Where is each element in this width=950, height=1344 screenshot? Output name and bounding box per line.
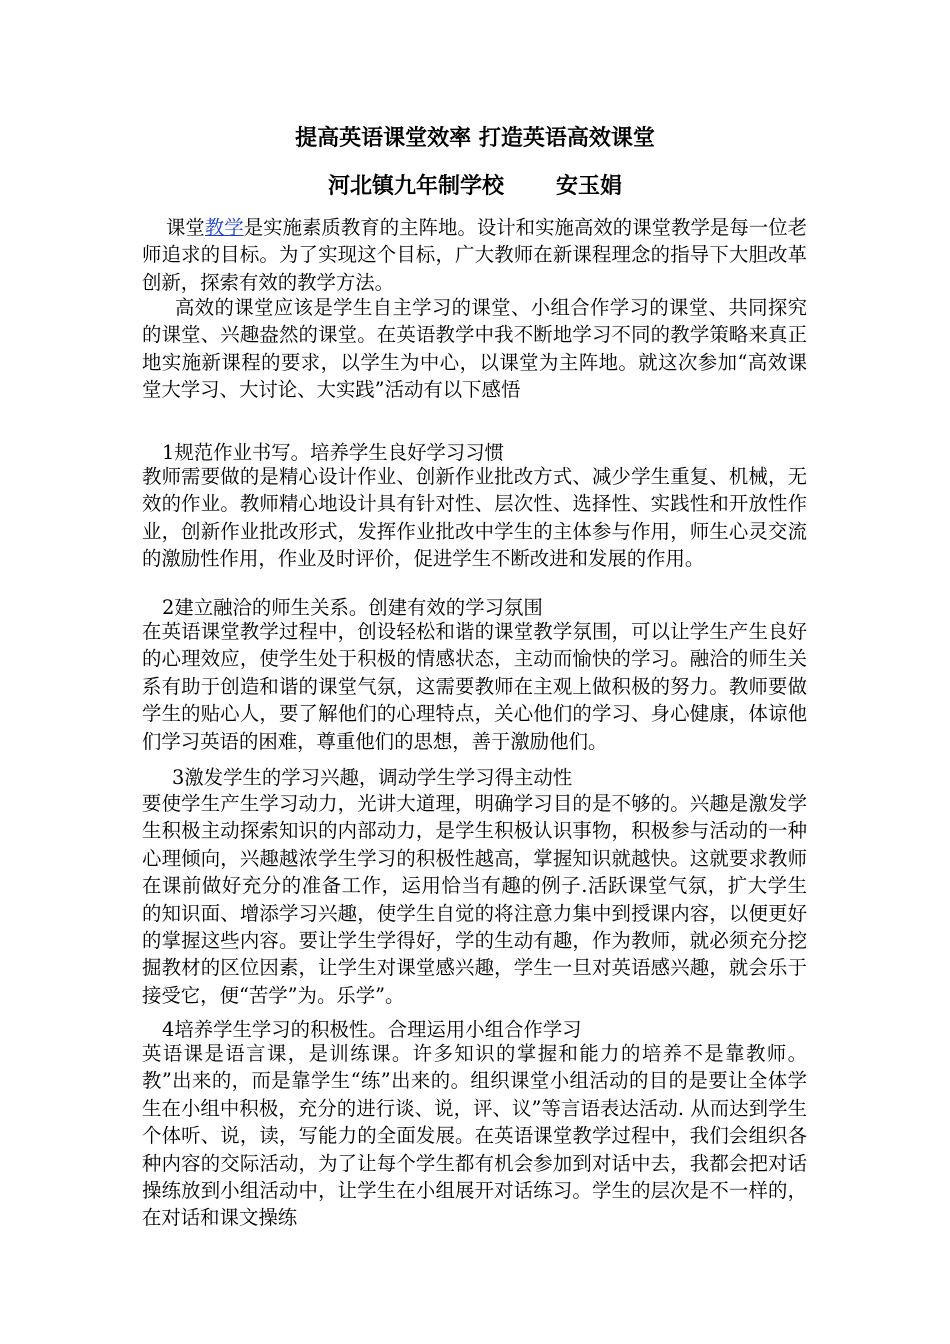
intro-paragraph: [142, 214, 807, 296]
intro-text-before-link: 课堂: [166, 216, 205, 239]
section-heading-1: 1规范作业书写。培养学生良好学习习惯: [162, 441, 504, 464]
author-name: 安玉娟: [556, 173, 623, 199]
section-body-3: 要使学生产生学习动力，光讲大道理，明确学习目的是不够的。兴趣是激发学生积极主动探索知识的内部动力，是学生积极认识事物，积极参与活动的一种心理倾向，兴趣越浓学生学习的积极性越高，掌握知识就越快。这就要求教师在课前做好充分的准备工作，运用恰当有趣的例子.活跃课堂气氛，扩大学生的知识面、增添学习兴趣，使学生自觉的将注意力集中到授课内容，以便更好的掌握这些内容。要让学生学得好，学的生动有趣，作为教师，就必须充分挖掘教材的区位因素，让学生对课堂感兴趣，学生一旦对英语感兴趣，就会乐于接受它，便“苦学”为。乐学”。: [142, 792, 807, 1007]
section-heading-3: 3激发学生的学习兴趣，调动学生学习得主动性: [172, 766, 573, 789]
section-heading-4: 4培养学生学习的积极性。合理运用小组合作学习: [162, 1018, 582, 1041]
section-body-2: 在英语课堂教学过程中，创设轻松和谐的课堂教学氛围，可以让学生产生良好的心理效应，使学生处于积极的情感状态，主动而愉快的学习。融洽的师生关系有助于创造和谐的课堂气氛，这需要教师在主观上做积极的努力。教师要做学生的贴心人，要了解他们的心理特点，关心他们的学习、身心健康，体谅他们学习英语的困难，尊重他们的思想，善于激励他们。: [142, 620, 807, 753]
intro-text-after-link: 是实施素质教育的主阵地。设计和实施高效的课堂教学是每一位老师追求的目标。为了实现这个目标，广大教师在新课程理念的指导下大胆改革创新，探索有效的教学方法。: [142, 216, 808, 294]
body-paragraph-2: 高效的课堂应该是学生自主学习的课堂、小组合作学习的课堂、共同探究的课堂、兴趣盎然的课堂。在英语教学中我不断地学习不同的教学策略来真正地实施新课程的要求，以学生为中心，以课堂为主阵地。就这次参加“高效课堂大学习、大讨论、大实践”活动有以下感悟: [142, 296, 807, 402]
school-name: 河北镇九年制学校: [327, 173, 504, 199]
byline: [0, 172, 950, 200]
page-title: 提高英语课堂效率 打造英语高效课堂: [295, 125, 655, 151]
teaching-link[interactable]: 教学: [204, 216, 244, 239]
section-heading-2: 2建立融洽的师生关系。创建有效的学习氛围: [162, 596, 543, 619]
section-body-4: 英语课是语言课，是训练课。许多知识的掌握和能力的培养不是靠教师。教”出来的，而是靠学生“练”出来的。组织课堂小组活动的目的是要让全体学生在小组中积极，充分的进行谈、说，评、议”等言语表达活动. 从而达到学生个体听、说，读，写能力的全面发展。在英语课堂教学过程中，我们会组织各种内容的交际活动，为了让每个学生都有机会参加到对话中去，我都会把对话操练放到小组活动中，让学生在小组展开对话练习。学生的层次是不一样的，在对话和课文操练: [142, 1042, 807, 1230]
section-body-1: 教师需要做的是精心设计作业、创新作业批改方式、减少学生重复、机械，无效的作业。教师精心地设计具有针对性、层次性、选择性、实践性和开放性作业，创新作业批改形式，发挥作业批改中学生的主体参与作用，师生心灵交流的激励性作用，作业及时评价，促进学生不断改进和发展的作用。: [142, 465, 807, 571]
